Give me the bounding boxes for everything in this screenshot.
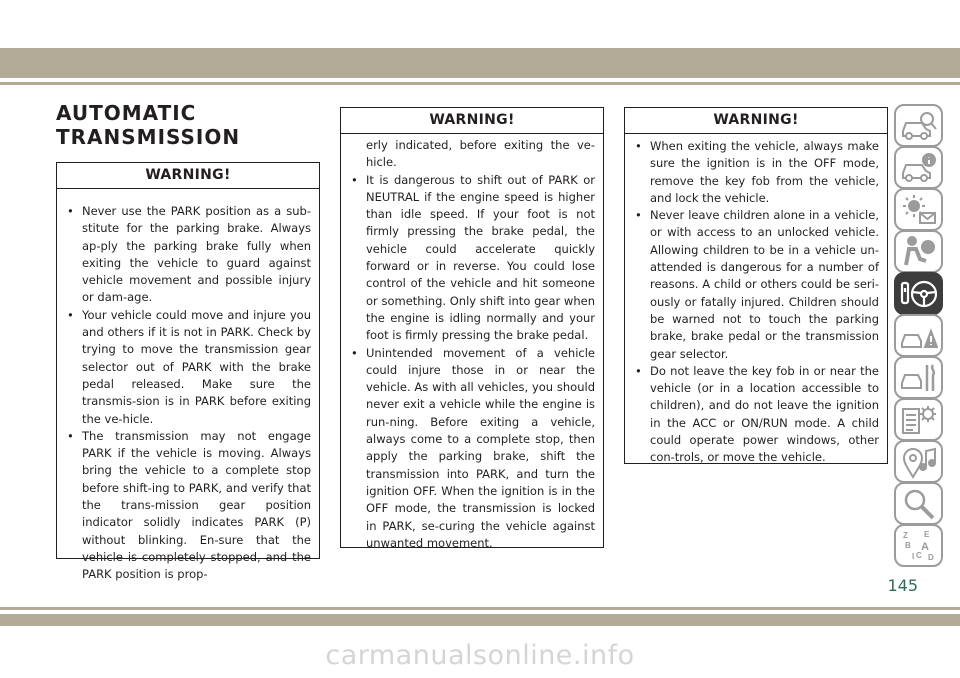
car-info-icon[interactable] (894, 146, 943, 189)
svg-text:I: I (911, 551, 914, 561)
svg-text:D: D (927, 552, 934, 562)
footer-rule (0, 607, 960, 610)
warning-item: • Never leave children alone in a vehicle, or with access to an unlocked vehicle. Allowing children to be in a vehicle un-attended is dangerous for a number of reasons. A child or others could be seri-ously or fatally injured. Children should be warned not to touch the parking brake, brake pedal or the transmission gear selector. (635, 207, 879, 363)
svg-text:A: A (920, 540, 929, 553)
svg-text:B: B (904, 540, 911, 550)
multimedia-music-location-icon[interactable] (894, 440, 943, 483)
warning-item: • Never use the PARK position as a sub-stitute for the parking brake. Always ap-ply the parking brake fully when exiting the vehicle to guard against vehicle movement and possible injury or dam-age. (67, 203, 311, 307)
svg-text:Z: Z (902, 530, 908, 540)
warning-item: • It is dangerous to shift out of PARK or NEUTRAL if the engine speed is higher than idle speed. If your foot is not firmly pressing the brake pedal, the vehicle could accelerate quickly forward or in reverse. You could lose control of the vehicle and hit someone or something. Only shift into gear when the engine is idling normally and your foot is firmly pressing the brake pedal. (351, 172, 595, 345)
warning-body (341, 134, 603, 558)
svg-text:C: C (915, 550, 922, 560)
warning-heading: WARNING! (625, 108, 887, 134)
warning-heading: WARNING! (57, 163, 319, 189)
warning-light-message-icon[interactable] (894, 188, 943, 231)
warning-box-3 (624, 107, 888, 464)
airbag-seat-icon[interactable] (894, 230, 943, 273)
watermark: carmanualsonline.info (325, 640, 635, 671)
warning-box-1 (56, 162, 320, 582)
svg-text:E: E (923, 529, 929, 539)
roadside-warning-triangle-icon[interactable] (894, 314, 943, 357)
car-service-tools-icon[interactable] (894, 356, 943, 399)
section-title: AUTOMATIC TRANSMISSION (56, 101, 241, 149)
warning-heading: WARNING! (341, 108, 603, 134)
warning-item: • Do not leave the key fob in or near the vehicle (or in a location accessible to children), and do not leave the ignition in the ACC or ON/RUN mode. A child could operate power windows, other con-trols, or move the vehicle. (635, 363, 879, 467)
warning-item: • The transmission may not engage PARK if the vehicle is moving. Always bring the vehicle to a complete stop before shift-ing to PARK, and verify that the trans-mission gear position indicator solidly indicates PARK (P) without blinking. En-sure that the vehicle is completely stopped, and the PARK position is prop- (67, 428, 311, 584)
warning-body (625, 134, 887, 473)
alphabetical-index-icon[interactable] (894, 524, 943, 567)
specifications-gear-icon[interactable] (894, 398, 943, 441)
warning-item: • When exiting the vehicle, always make sure the ignition is in the OFF mode, remove the key fob from the vehicle, and lock the vehicle. (635, 138, 879, 207)
warning-box-2 (340, 107, 604, 548)
warning-continuation: erly indicated, before exiting the ve-hicle. (366, 138, 595, 170)
warning-item: • Your vehicle could move and injure you and others if it is not in PARK. Check by trying to move the transmission gear selector out of PARK with the brake pedal released. Make sure the transmis-sion is in PARK before exiting the ve-hicle. (67, 307, 311, 428)
index-magnifier-icon[interactable] (894, 482, 943, 525)
footer-band (0, 614, 960, 626)
page-number: 145 (887, 576, 918, 595)
warning-item: • Unintended movement of a vehicle could injure those in or near the vehicle. As with all vehicles, you should never exit a vehicle while the engine is run-ning. Before exiting a vehicle, always come to a complete stop, then apply the parking brake, shift the transmission into PARK, and turn the ignition OFF. When the ignition is in the OFF mode, the transmission is locked in PARK, se-curing the vehicle against unwanted movement. (351, 345, 595, 553)
header-rule (0, 82, 960, 85)
warning-body (57, 189, 319, 590)
header-band (0, 48, 960, 78)
car-magnifier-icon[interactable] (894, 104, 943, 147)
key-steering-wheel-icon[interactable] (894, 272, 943, 315)
